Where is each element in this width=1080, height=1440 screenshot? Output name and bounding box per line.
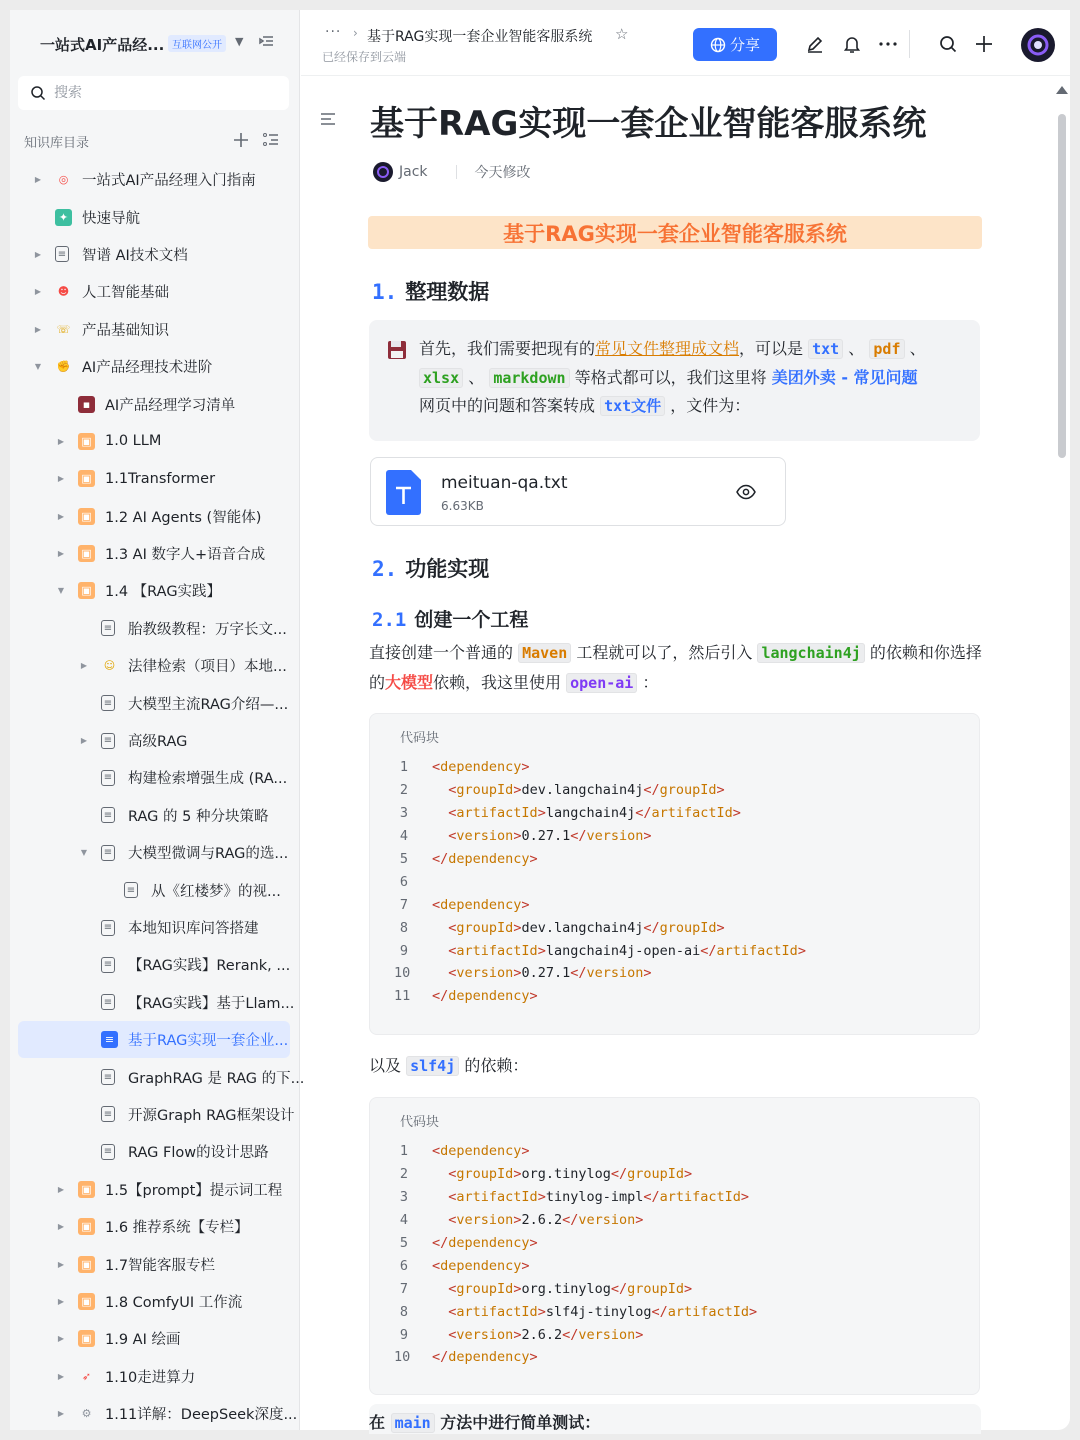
xml-tag: version	[456, 1212, 514, 1229]
sidebar-item-label: 1.9 AI 绘画	[105, 1332, 181, 1349]
paragraph-dependencies: 直接创建一个普通的 Maven 工程就可以了，然后引入 langchain4j 的依赖和你选择的大模型依赖，我这里使用 open-ai ：	[369, 643, 982, 692]
xml-value: 2.6.2	[521, 1212, 563, 1229]
code-lines	[394, 756, 964, 1008]
folder-icon: ▣	[78, 1181, 95, 1198]
expand-right-icon[interactable]: ▶	[57, 1334, 65, 1344]
inline-code: slf4j	[406, 1056, 459, 1076]
expand-right-icon[interactable]: ▶	[34, 249, 42, 259]
xml-tag: dependency	[448, 851, 530, 867]
sidebar-item[interactable]	[18, 871, 290, 908]
sidebar-item-label: 1.7智能客服专栏	[105, 1257, 216, 1274]
sidebar-item-label: 【RAG实践】基于Llam...	[128, 995, 295, 1012]
sidebar-item-label: 人工智能基础	[82, 285, 169, 302]
gear-icon: ⚙	[81, 1407, 92, 1421]
line-number: 5	[399, 1235, 408, 1251]
code-line: 1 < dependency >	[394, 1140, 964, 1163]
code-block-label: 代码块	[400, 731, 440, 746]
doc-icon: ≡	[101, 1144, 115, 1160]
sidebar-header	[10, 10, 300, 76]
line-number: 1	[399, 759, 408, 776]
xml-value: dev.langchain4j	[521, 782, 644, 799]
expand-down-icon[interactable]: ▼	[57, 586, 65, 596]
table-of-contents-icon[interactable]	[319, 110, 337, 128]
more-breadcrumb-button[interactable]: ···	[325, 24, 342, 40]
expand-right-icon[interactable]: ▶	[57, 1259, 65, 1269]
sidebar-item[interactable]	[18, 1133, 290, 1170]
sidebar-item[interactable]	[18, 385, 290, 422]
inline-code: xlsx	[419, 368, 463, 388]
sidebar-item[interactable]	[18, 236, 290, 273]
xml-value: langchain4j	[545, 805, 636, 822]
folder-icon: ▣	[78, 582, 95, 599]
inline-code: Maven	[518, 643, 571, 663]
sidebar-item[interactable]	[18, 647, 290, 684]
code-line: 5 </ dependency >	[394, 1232, 964, 1255]
txt-file-icon	[386, 470, 421, 515]
sidebar-item[interactable]	[18, 834, 290, 871]
code-line: 7 < groupId > org.tinylog </ groupId >	[394, 1277, 964, 1300]
xml-value: 0.27.1	[521, 965, 571, 982]
share-button[interactable]	[693, 28, 777, 61]
line-number: 7	[399, 1280, 408, 1297]
line-number: 6	[399, 873, 408, 890]
sidebar-item-label: 智谱 AI技术文档	[82, 247, 188, 264]
expand-right-icon[interactable]: ▶	[57, 1184, 65, 1194]
xml-tag: version	[456, 1326, 514, 1343]
line-number: 1	[399, 1143, 408, 1160]
xml-tag: groupId	[456, 1280, 514, 1297]
line-number: 5	[399, 851, 408, 867]
sidebar-item-label: 本地知识库问答搭建	[128, 921, 259, 937]
inline-code: txt	[808, 339, 843, 359]
code-line: 3 < artifactId > langchain4j </ artifactId >	[394, 802, 964, 825]
sidebar-item[interactable]	[18, 1208, 290, 1245]
line-number: 10	[394, 965, 411, 982]
doc-icon: ≡	[101, 920, 115, 936]
expand-right-icon[interactable]: ▶	[34, 324, 42, 334]
xml-tag: dependency	[440, 1143, 522, 1160]
inline-link[interactable]: 常见文件整理成文档	[595, 339, 740, 358]
inline-code: txt文件	[600, 396, 665, 416]
sidebar-item[interactable]	[18, 1021, 290, 1058]
xml-tag: artifactId	[456, 1189, 538, 1206]
code-line: 10 </ dependency >	[394, 1349, 538, 1366]
sidebar-item[interactable]	[18, 1245, 290, 1282]
expand-right-icon[interactable]: ▶	[57, 1222, 65, 1232]
sidebar-item[interactable]	[18, 423, 290, 460]
inline-code: pdf	[869, 339, 904, 359]
expand-right-icon[interactable]: ▶	[57, 436, 65, 446]
share-label: 分享	[729, 36, 760, 54]
sidebar-item-label: RAG Flow的设计思路	[128, 1145, 269, 1162]
doc-icon: ≡	[101, 1031, 118, 1048]
line-number: 6	[399, 1257, 408, 1274]
sidebar-item[interactable]	[18, 610, 290, 647]
folder-icon: ▣	[78, 1256, 95, 1273]
collapse-sidebar-icon[interactable]	[258, 32, 276, 50]
sidebar-item[interactable]	[18, 1395, 298, 1432]
document-title[interactable]: 基于RAG实现一套企业智能客服系统	[370, 104, 927, 144]
code-line	[394, 870, 964, 893]
add-icon[interactable]	[232, 131, 250, 149]
xml-tag: artifactId	[456, 1303, 538, 1320]
code-line: 8 < artifactId > slf4j-tinylog </ artifactId >	[394, 1300, 964, 1323]
line-number: 11	[394, 988, 411, 1005]
doc-icon: ≡	[55, 246, 69, 262]
sidebar-item[interactable]	[18, 1358, 290, 1395]
compass-icon: ✦	[55, 209, 72, 226]
doc-icon: ≡	[101, 733, 115, 749]
line-number: 8	[399, 919, 408, 936]
sidebar-item[interactable]	[18, 946, 290, 983]
sidebar-item-label: 1.6 推荐系统【专栏】	[105, 1220, 249, 1237]
xml-tag: artifactId	[456, 942, 538, 959]
sidebar-item[interactable]	[18, 1096, 295, 1133]
doc-icon: ≡	[101, 1069, 115, 1085]
heading-number: 2.1	[372, 609, 407, 631]
sidebar-item[interactable]	[18, 984, 295, 1021]
xml-value: 0.27.1	[521, 828, 571, 845]
sidebar-item-label: 1.4 【RAG实践】	[105, 584, 222, 601]
folder-icon: ▣	[78, 1330, 95, 1347]
sidebar-item-label: AI产品经理技术进阶	[82, 360, 213, 377]
heading-2	[372, 553, 489, 583]
document-content	[301, 76, 1070, 1430]
code-block[interactable]	[369, 1097, 980, 1395]
toolbar-divider	[909, 30, 910, 58]
face-icon: ☻	[57, 285, 70, 299]
bell-icon[interactable]	[841, 33, 863, 55]
sidebar-item-label: 1.8 ComfyUI 工作流	[105, 1294, 243, 1311]
heading-2-1	[372, 605, 528, 632]
expand-right-icon[interactable]: ▶	[57, 511, 65, 521]
doc-icon: ≡	[101, 695, 115, 711]
sidebar-item-label: 胎教级教程：万字长文...	[128, 621, 287, 638]
paragraph-main-test: 在 main 方法中进行简单测试：	[369, 1413, 601, 1432]
line-number: 2	[399, 782, 408, 799]
xml-value: langchain4j-open-ai	[545, 942, 701, 959]
plus-icon[interactable]	[973, 33, 995, 55]
sidebar-item[interactable]	[18, 1320, 290, 1357]
expand-down-icon[interactable]: ▼	[34, 362, 42, 372]
sidebar-item-label: 1.11详解：DeepSeek深度...	[105, 1407, 298, 1424]
xml-tag: groupId	[456, 1166, 514, 1183]
code-line: 3 < artifactId > tinylog-impl </ artifactId >	[394, 1186, 964, 1209]
save-icon: ▪	[78, 396, 95, 413]
sidebar-item-label: 快速导航	[82, 210, 140, 227]
xml-value: 2.6.2	[521, 1326, 563, 1343]
sidebar-item-label: 开源Graph RAG框架设计	[128, 1107, 295, 1124]
doc-icon: ≡	[124, 882, 138, 898]
phone-icon: ☏	[56, 322, 71, 336]
sidebar-item-label: 基于RAG实现一套企业...	[128, 1033, 289, 1050]
inline-code: markdown	[489, 368, 569, 388]
sidebar-item[interactable]	[18, 797, 290, 834]
public-badge: 互联网公开	[168, 35, 226, 52]
sidebar-item[interactable]	[18, 909, 290, 946]
sidebar-item[interactable]	[18, 1058, 305, 1095]
scrollbar-thumb[interactable]	[1058, 114, 1066, 458]
inline-code: main	[391, 1413, 435, 1433]
highlight-text: 大模型	[385, 673, 434, 692]
sidebar-item-label: 1.5【prompt】提示词工程	[105, 1182, 283, 1199]
code-line: 4 < version > 0.27.1 </ version >	[394, 825, 964, 848]
xml-value: dev.langchain4j	[521, 919, 644, 936]
xml-tag: version	[456, 965, 514, 982]
sidebar-item-label: 从《红楼梦》的视...	[151, 883, 281, 900]
breadcrumb-doc-title[interactable]: 基于RAG实现一套企业智能客服系统	[367, 29, 593, 45]
code-block[interactable]	[369, 713, 980, 1035]
sidebar-item-label: 法律检索（项目）本地...	[128, 659, 287, 676]
search-icon	[30, 85, 46, 101]
folder-icon: ▣	[78, 433, 95, 450]
star-icon[interactable]: ☆	[615, 25, 629, 43]
line-number: 4	[399, 1212, 408, 1229]
xml-tag: groupId	[456, 782, 514, 799]
expand-right-icon[interactable]: ▶	[57, 1409, 65, 1419]
highlight-text: 美团外卖 - 常见问题	[771, 367, 918, 387]
sidebar-search[interactable]	[18, 76, 289, 110]
code-line: 7 < dependency >	[394, 893, 964, 916]
sidebar-item[interactable]	[18, 161, 290, 198]
doc-icon: ≡	[101, 957, 115, 973]
save-status: 已经保存到云端	[322, 50, 407, 64]
sidebar-item[interactable]	[18, 198, 290, 235]
code-line: 5 </ dependency >	[394, 848, 964, 871]
sidebar-item-label: 构建检索增强生成 (RA...	[128, 771, 288, 788]
line-number: 9	[399, 942, 408, 959]
top-bar	[301, 10, 1070, 76]
scroll-up-arrow[interactable]	[1056, 86, 1068, 94]
heading-text: 功能实现	[405, 557, 490, 581]
heading-text: 创建一个工程	[414, 609, 529, 631]
doc-icon: ≡	[101, 620, 115, 636]
doc-icon: ≡	[101, 994, 115, 1010]
xml-tag: dependency	[440, 896, 522, 913]
folder-icon: ▣	[78, 545, 95, 562]
line-number: 7	[399, 896, 408, 913]
expand-right-icon[interactable]: ▶	[57, 1371, 65, 1381]
code-line: 6 < dependency >	[394, 1254, 964, 1277]
user-avatar[interactable]	[1021, 28, 1055, 62]
chevron-down-icon[interactable]: ▼	[235, 35, 244, 48]
line-number: 3	[399, 805, 408, 822]
breadcrumb-separator: ›	[353, 26, 358, 40]
sidebar-item[interactable]	[18, 273, 290, 310]
sidebar-item[interactable]	[18, 1171, 290, 1208]
scrollbar[interactable]	[1054, 76, 1070, 1430]
line-number: 8	[399, 1303, 408, 1320]
code-line: 1 < dependency >	[394, 756, 964, 779]
sidebar-item-label: 高级RAG	[128, 734, 188, 751]
muscle-icon: ✊	[56, 360, 71, 374]
expand-right-icon[interactable]: ▶	[80, 661, 88, 671]
sidebar-item[interactable]	[18, 460, 290, 497]
code-line: 9 < artifactId > langchain4j-open-ai </ artifactId >	[394, 939, 964, 962]
app-window	[10, 10, 1070, 1430]
heading-number: 2.	[372, 557, 398, 581]
sidebar-item-label: GraphRAG 是 RAG 的下...	[128, 1070, 305, 1087]
line-number: 4	[399, 828, 408, 845]
line-number: 3	[399, 1189, 408, 1206]
sidebar-item-label: 【RAG实践】Rerank, ...	[128, 958, 291, 975]
author-avatar[interactable]	[373, 162, 393, 182]
sidebar-item[interactable]	[18, 348, 290, 385]
xml-tag: dependency	[440, 759, 522, 776]
sidebar-item-label: RAG 的 5 种分块策略	[128, 808, 269, 825]
xml-tag: dependency	[448, 1349, 530, 1366]
doc-icon: ≡	[101, 807, 115, 823]
sidebar-item[interactable]	[18, 311, 290, 348]
xml-tag: dependency	[440, 1257, 522, 1274]
outline-list-icon[interactable]	[262, 131, 280, 149]
emoji-icon: ☺	[103, 659, 116, 673]
meta-divider	[456, 165, 457, 179]
edit-icon[interactable]	[804, 33, 826, 55]
sidebar-item-label: 产品基础知识	[82, 322, 169, 339]
file-size: 6.63KB	[441, 499, 484, 513]
search-input[interactable]	[54, 83, 274, 103]
code-line: 11 </ dependency >	[394, 988, 538, 1005]
xml-tag: version	[456, 828, 514, 845]
sidebar-item-label: 大模型微调与RAG的选...	[128, 846, 289, 863]
doc-meta	[373, 162, 531, 182]
line-number: 2	[399, 1166, 408, 1183]
expand-right-icon[interactable]: ▶	[57, 474, 65, 484]
code-line: 10 < version > 0.27.1 </ version >	[394, 965, 652, 982]
code-lines	[394, 1140, 964, 1369]
xml-value: org.tinylog	[521, 1166, 611, 1183]
code-line: 2 < groupId > dev.langchain4j </ groupId >	[394, 779, 964, 802]
file-attachment[interactable]	[370, 457, 786, 526]
sidebar-item[interactable]	[18, 535, 290, 572]
doc-icon: ≡	[101, 1106, 115, 1122]
xml-tag: groupId	[456, 919, 514, 936]
sidebar-item[interactable]	[18, 572, 290, 609]
sidebar-item[interactable]	[18, 498, 290, 535]
folder-icon: ▣	[78, 1218, 95, 1235]
expand-right-icon[interactable]: ▶	[34, 175, 42, 185]
folder-icon: ▣	[78, 470, 95, 487]
sidebar-item-label: 1.1Transformer	[105, 470, 216, 487]
code-line: 8 < groupId > dev.langchain4j </ groupId >	[394, 916, 964, 939]
preview-eye-icon[interactable]	[736, 483, 756, 501]
more-icon[interactable]	[877, 33, 899, 55]
sidebar-item[interactable]	[18, 684, 290, 721]
line-number: 9	[399, 1326, 408, 1343]
expand-down-icon[interactable]: ▼	[80, 848, 88, 858]
xml-tag: artifactId	[456, 805, 538, 822]
expand-right-icon[interactable]: ▶	[57, 549, 65, 559]
sidebar-item[interactable]	[18, 1283, 290, 1320]
expand-right-icon[interactable]: ▶	[80, 736, 88, 746]
floppy-disk-icon	[387, 340, 407, 360]
doc-icon: ≡	[101, 770, 115, 786]
expand-right-icon[interactable]: ▶	[57, 1296, 65, 1306]
line-number: 10	[394, 1349, 411, 1366]
sidebar-item-label: 1.0 LLM	[105, 433, 162, 450]
xml-value: tinylog-impl	[545, 1189, 644, 1206]
inline-code: langchain4j	[757, 643, 864, 663]
heading-1	[372, 276, 489, 306]
paragraph-slf4j: 以及 slf4j 的依赖：	[369, 1056, 529, 1075]
callout-text: 首先，我们需要把现有的常见文件整理成文档，可以是 txt 、 pdf 、 xlsx 、 markdown 等格式都可以，我们这里将 美团外卖 - 常见问题 网页中的问题和答案转成 txt文件 ，文件为：	[419, 339, 926, 415]
sidebar-item-label: 大模型主流RAG介绍—...	[128, 696, 289, 713]
callout-block	[369, 320, 980, 441]
heading-text: 整理数据	[405, 280, 490, 304]
doc-icon: ≡	[101, 845, 115, 861]
code-block-label: 代码块	[400, 1115, 440, 1130]
sidebar-item-label: 一站式AI产品经理入门指南	[82, 173, 256, 190]
folder-icon: ▣	[78, 508, 95, 525]
xml-tag: dependency	[448, 1235, 530, 1251]
sidebar-item-label: 1.2 AI Agents (智能体)	[105, 509, 262, 526]
expand-right-icon[interactable]: ▶	[34, 287, 42, 297]
code-line: 4 < version > 2.6.2 </ version >	[394, 1209, 964, 1232]
sidebar-item[interactable]	[18, 759, 290, 796]
knowledge-base-title[interactable]: 一站式AI产品经...	[40, 36, 165, 54]
code-line: 9 < version > 2.6.2 </ version >	[394, 1323, 964, 1346]
target-icon: ◎	[58, 173, 69, 187]
sidebar-item-label: 1.3 AI 数字人+语音合成	[105, 547, 266, 564]
xml-value: slf4j-tinylog	[545, 1303, 652, 1320]
globe-icon	[710, 37, 726, 53]
folder-icon: ▣	[78, 1293, 95, 1310]
directory-label: 知识库目录	[24, 136, 90, 151]
sidebar	[10, 10, 305, 1430]
search-icon[interactable]	[937, 33, 959, 55]
author-name[interactable]: Jack	[399, 164, 428, 180]
rocket-icon: ➶	[81, 1369, 92, 1383]
inline-code: open-ai	[566, 673, 637, 693]
xml-tag: dependency	[448, 988, 530, 1005]
sidebar-item-label: AI产品经理学习清单	[105, 397, 236, 414]
directory-tree	[18, 161, 305, 1432]
sidebar-item[interactable]	[18, 722, 290, 759]
title-banner: 基于RAG实现一套企业智能客服系统	[368, 216, 982, 249]
file-name[interactable]: meituan-qa.txt	[441, 473, 568, 493]
modified-time: 今天修改	[474, 165, 531, 181]
heading-number: 1.	[372, 280, 398, 304]
code-line: 2 < groupId > org.tinylog </ groupId >	[394, 1163, 964, 1186]
sidebar-item-label: 1.10走进算力	[105, 1369, 196, 1386]
xml-value: org.tinylog	[521, 1280, 611, 1297]
